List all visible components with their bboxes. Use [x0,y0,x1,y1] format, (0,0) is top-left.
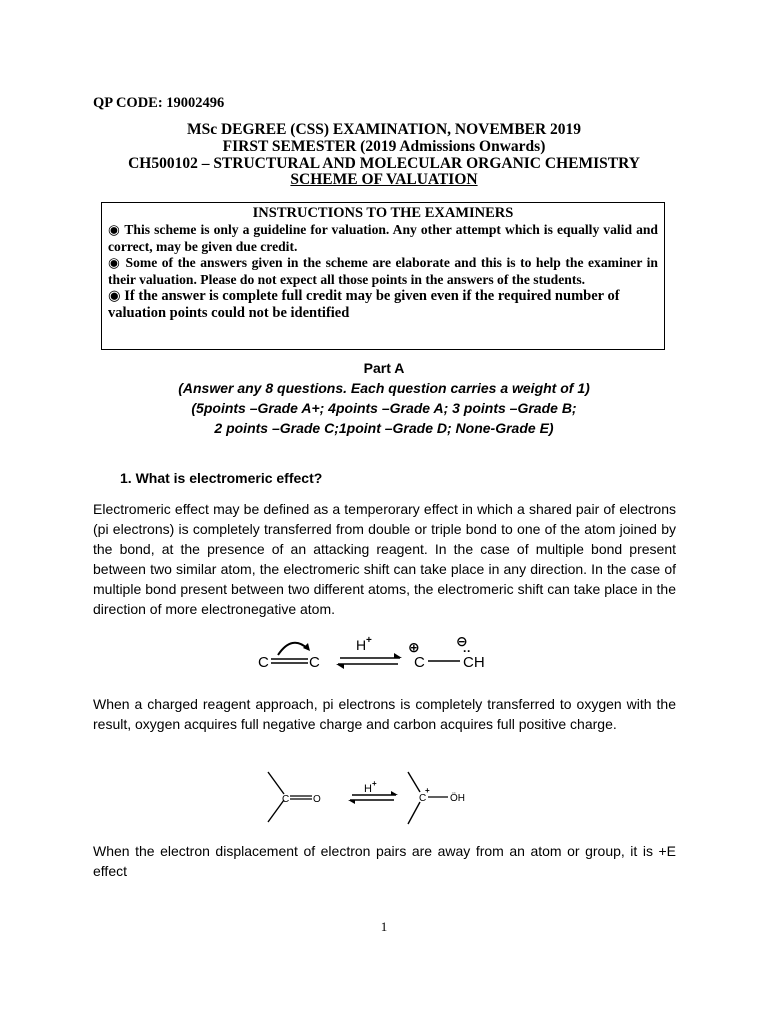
qp-code: QP CODE: 19002496 [93,95,225,111]
reactant-oxygen: O [313,794,321,805]
reagent-charge: + [372,779,377,788]
instruction-item [108,222,658,255]
instruction-text: Some of the answers given in the scheme are elaborate and this is to help the examiner in their valuation. Please do not expect all those points in the answers of the students. [108,255,658,287]
course-title: CH500102 – STRUCTURAL AND MOLECULAR ORGANIC CHEMISTRY [128,155,640,172]
positive-charge-icon: ⊕ [408,639,420,655]
hydroxyl-group: ÖH [450,793,465,804]
product-carbocation: C [414,654,425,671]
instructions-title: INSTRUCTIONS TO THE EXAMINERS [252,205,514,221]
arrow-head-icon [394,653,402,658]
radio-bullet-icon: ◉ [108,288,121,304]
arrow-head-icon [391,791,398,795]
alkyl-bond-line [408,772,420,792]
lone-pair-dots: ·· [463,644,471,658]
product-charge: + [425,786,430,795]
paragraph-plus-e-effect: When the electron displacement of electron pairs are away from an atom or group, it is +E effect [93,843,676,879]
grading-line-1: (5points –Grade A+; 4points –Grade A; 3 points –Grade B; [191,400,577,416]
radio-bullet-icon: ◉ [108,222,121,237]
electromeric-scheme-2 [262,766,482,830]
instruction-text: If the answer is complete full credit may be given even if the required number of valuation points could not be identified [108,288,620,321]
alkyl-bond-line [268,772,284,794]
reagent-h: H [356,637,367,653]
reagent-charge: + [366,635,372,646]
product-carbon: C [419,793,427,804]
arrow-head-icon [348,800,355,804]
radio-bullet-icon: ◉ [108,255,121,270]
instructions-box [101,202,665,350]
reactant-right-atom: C [309,654,320,671]
alkyl-bond-line [408,802,420,824]
semester-title: FIRST SEMESTER (2019 Admissions Onwards) [222,138,546,155]
negative-charge-icon: ⊖ [456,633,468,649]
reactant-left-atom: C [258,654,269,671]
part-a-instruction: (Answer any 8 questions. Each question carries a weight of 1) [178,380,590,396]
reactant-carbon: C [282,794,290,805]
part-a-title: Part A [363,360,405,376]
arrow-head-icon [336,664,344,669]
instruction-item [108,255,658,288]
product-carbanion: CH [463,654,485,671]
paragraph-oxygen-transfer: When a charged reagent approach, pi electrons is completely transferred to oxygen with the result, oxygen acquires full negative charge and carbon acquires full positive charge. [93,696,676,732]
curved-arrow-icon [278,643,308,655]
paragraph-definition: Electromeric effect may be defined as a temperorary effect in which a shared pair of electrons (pi electrons) is completely transferred from double or triple bond to one of the atom joined by the bond, at the presence of an attacking reagent. In the case of multiple bond present between two similar atom, the electromeric shift can take place in any direction. In the case of multiple bond present between two different atoms, the electromeric shift can take place in the direction of more electronegative atom. [93,501,676,617]
question-1-heading: 1. What is electromeric effect? [120,470,323,486]
page-number: 1 [380,919,388,934]
reagent-h: H [364,783,372,795]
electromeric-scheme-1 [250,632,500,676]
exam-title: MSc DEGREE (CSS) EXAMINATION, NOVEMBER 2019 [186,121,582,138]
scheme-title: SCHEME OF VALUATION [290,171,478,188]
grading-line-2: 2 points –Grade C;1point –Grade D; None-Grade E) [214,420,554,436]
curved-arrow-head-icon [303,643,310,651]
instruction-text: This scheme is only a guideline for valuation. Any other attempt which is equally valid and correct, may be given due credit. [108,222,658,254]
instruction-item [108,288,658,321]
